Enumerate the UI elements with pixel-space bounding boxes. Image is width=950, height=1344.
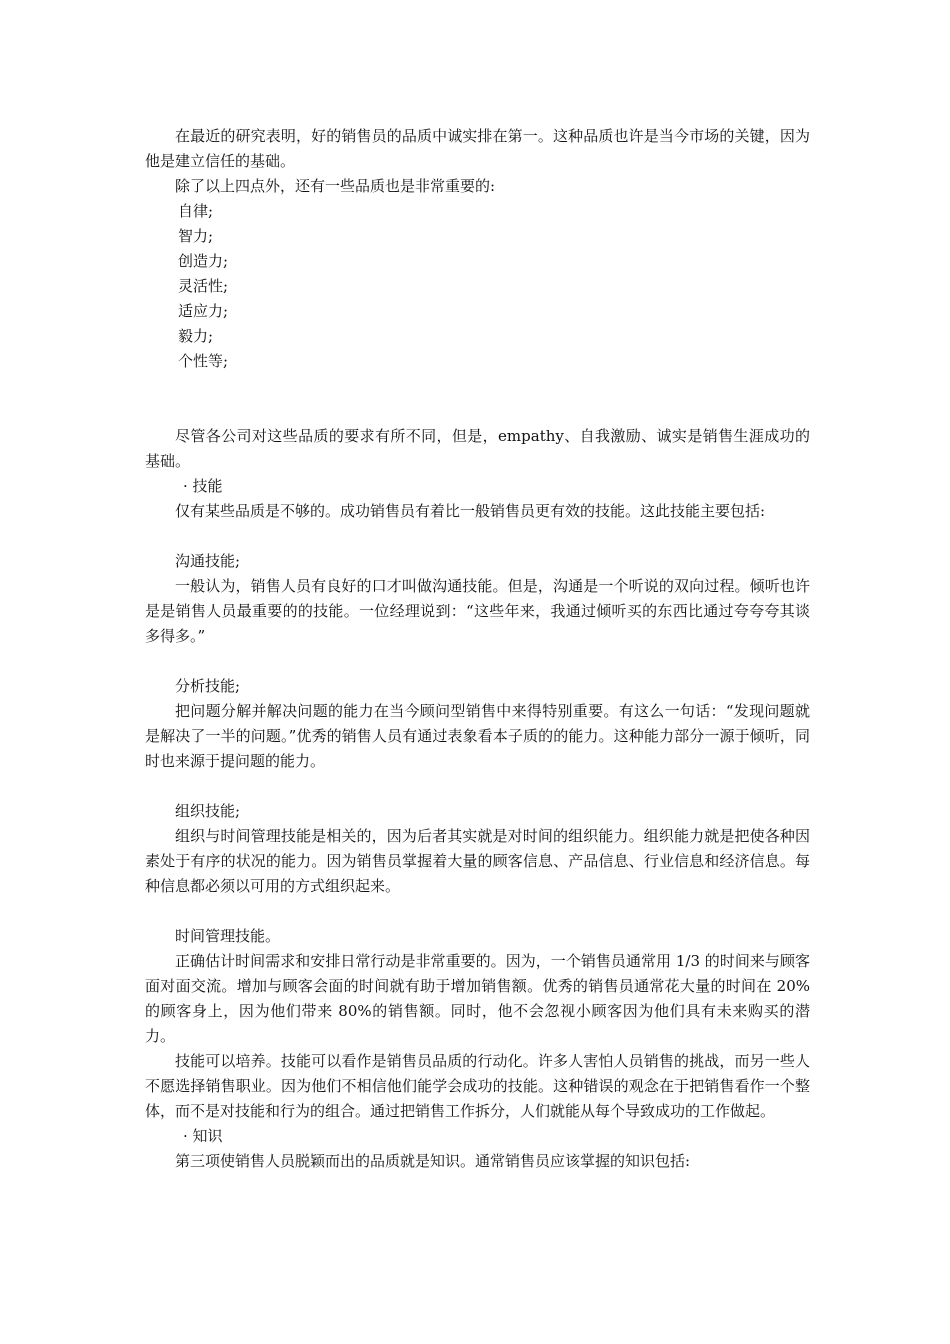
spacer: [145, 374, 810, 424]
analysis-title: 分析技能;: [175, 677, 241, 695]
analysis-body: 把问题分解并解决问题的能力在当今顾问型销售中来得特别重要。有这么一句话：“发现问题就是解决了一半的问题。”优秀的销售人员有通过表象看本子质的的能力。这种能力部分一源于倾听，同时也来源于提问题的能力。: [145, 702, 810, 770]
quality-item: 灵活性;: [178, 277, 229, 295]
communication-body: 一般认为，销售人员有良好的口才叫做沟通技能。但是，沟通是一个听说的双向过程。倾听也许是是销售人员最重要的的技能。一位经理说到：“这些年来，我通过倾听买的东西比通过夸夸夸其谈多得多。”: [145, 577, 810, 645]
quality-item: 创造力;: [178, 252, 229, 270]
document-body: [145, 124, 810, 1174]
summary-paragraph: 尽管各公司对这些品质的要求有所不同，但是，empathy、自我激励、诚实是销售生涯成功的基础。: [145, 427, 810, 470]
organization-body: 组织与时间管理技能是相关的，因为后者其实就是对时间的组织能力。组织能力就是把使各种因素处于有序的状况的能力。因为销售员掌握着大量的顾客信息、产品信息、行业信息和经济信息。每种信息都必须以可用的方式组织起来。: [145, 827, 810, 895]
other-qualities-intro: 除了以上四点外，还有一些品质也是非常重要的:: [175, 177, 496, 195]
communication-title: 沟通技能;: [175, 552, 241, 570]
time-management-body: 正确估计时间需求和安排日常行动是非常重要的。因为，一个销售员通常用 1/3 的时间来与顾客面对面交流。增加与顾客会面的时间就有助于增加销售额。优秀的销售员通常花大量的时间在 20%的顾客身上，因为他们带来 80%的销售额。同时，他不会忽视小顾客因为他们具有未来购买的潜力。: [145, 952, 810, 1045]
quality-item: 智力;: [178, 227, 214, 245]
time-management-title: 时间管理技能。: [175, 927, 281, 945]
quality-item: 个性等;: [178, 352, 229, 370]
spacer: [145, 899, 810, 924]
skills-cultivation-paragraph: 技能可以培养。技能可以看作是销售员品质的行动化。许多人害怕人员销售的挑战，而另一些人不愿选择销售职业。因为他们不相信他们能学会成功的技能。这种错误的观念在于把销售看作一个整体，而不是对技能和行为的组合。通过把销售工作拆分，人们就能从每个导致成功的工作做起。: [145, 1052, 810, 1120]
knowledge-intro: 第三项使销售人员脱颖而出的品质就是知识。通常销售员应该掌握的知识包括:: [175, 1152, 691, 1170]
spacer: [145, 524, 810, 549]
intro-paragraph: 在最近的研究表明，好的销售员的品质中诚实排在第一。这种品质也许是当今市场的关键，因为他是建立信任的基础。: [145, 127, 810, 170]
organization-title: 组织技能;: [175, 802, 241, 820]
quality-item: 适应力;: [178, 302, 229, 320]
quality-item: 自律;: [178, 202, 214, 220]
quality-item: 毅力;: [178, 327, 214, 345]
spacer: [145, 774, 810, 799]
knowledge-heading: · 知识: [183, 1127, 223, 1145]
skills-intro: 仅有某些品质是不够的。成功销售员有着比一般销售员更有效的技能。这此技能主要包括:: [175, 502, 766, 520]
spacer: [145, 649, 810, 674]
skills-heading: · 技能: [183, 477, 223, 495]
